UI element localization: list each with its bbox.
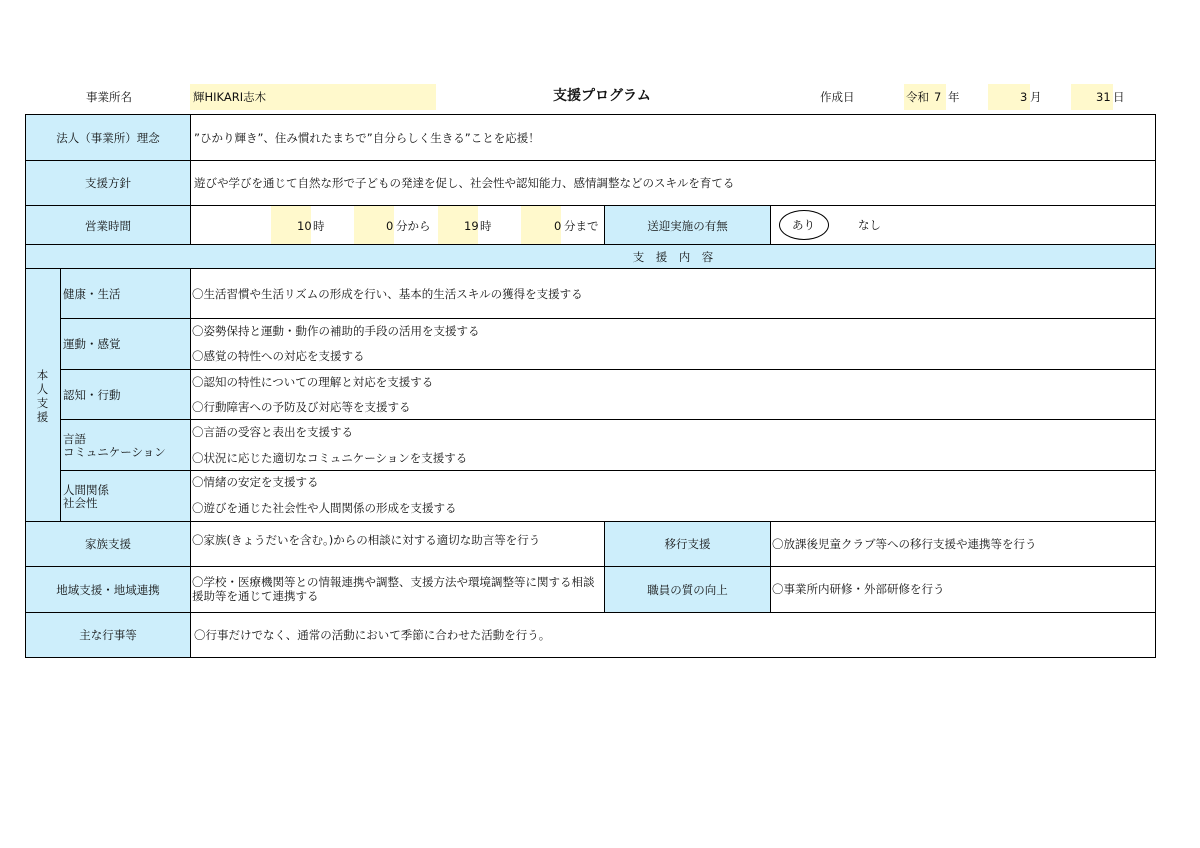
- category-item: 〇言語の受容と表出を支援する: [192, 425, 353, 439]
- page-title: 支援プログラム: [553, 88, 651, 104]
- day-value: 31: [1096, 90, 1111, 104]
- grid-line: [25, 657, 1156, 658]
- grid-line: [60, 268, 61, 521]
- transport-label: 送迎実施の有無: [647, 218, 728, 233]
- grid-line: [25, 566, 1155, 567]
- category-label-communication: コミュニケーション: [63, 445, 166, 459]
- category-item: 〇行動障害への予防及び対応等を支援する: [192, 400, 411, 414]
- events-text: 〇行事だけでなく、通常の活動において季節に合わせた活動を行う。: [194, 628, 551, 642]
- family-text: 〇家族(きょうだいを含む。)からの相談に対する適切な助言等を行う: [192, 533, 541, 547]
- personal-label-char: 支: [36, 396, 49, 410]
- hour-unit: 時: [313, 219, 325, 233]
- events-label: 主な行事等: [79, 628, 137, 642]
- category-label-language: 言語: [63, 432, 86, 446]
- hours-label: 営業時間: [85, 218, 131, 233]
- category-item: 〇情緒の安定を支援する: [192, 475, 319, 489]
- category-item: 〇感覚の特性への対応を支援する: [192, 349, 365, 363]
- category-label-health: 健康・生活: [63, 287, 121, 301]
- year-value: 7: [934, 90, 942, 104]
- category-label-cognition: 認知・行動: [63, 388, 121, 402]
- family-label: 家族支援: [85, 537, 131, 551]
- category-item: 〇生活習慣や生活リズムの形成を行い、基本的生活スキルの獲得を支援する: [192, 287, 583, 301]
- grid-line: [60, 470, 1155, 471]
- created-label: 作成日: [820, 90, 855, 104]
- philosophy-text: ”ひかり輝き”、住み慣れたまちで”自分らしく生きる”ことを応援！: [194, 130, 540, 145]
- day-unit: 日: [1113, 90, 1125, 104]
- to-unit: 分まで: [564, 219, 599, 233]
- office-name: 輝HIKARI志木: [190, 84, 436, 110]
- category-item: 〇遊びを通じた社会性や人間関係の形成を支援する: [192, 501, 457, 515]
- category-item: 〇状況に応じた適切なコミュニケーションを支援する: [192, 451, 468, 465]
- grid-line: [770, 205, 771, 245]
- end-hour: 19: [464, 219, 479, 233]
- personal-label-char: 人: [36, 382, 49, 396]
- category-label-relationships: 人間関係: [63, 483, 109, 497]
- grid-line: [25, 521, 1155, 522]
- grid-line: [60, 419, 1155, 420]
- grid-line: [60, 318, 1155, 319]
- transport-yes: あり: [792, 218, 815, 232]
- staff-text: 〇事業所内研修・外部研修を行う: [772, 582, 945, 596]
- start-hour: 10: [297, 219, 312, 233]
- personal-label-char: 援: [36, 410, 49, 424]
- staff-label: 職員の質の向上: [647, 582, 728, 597]
- category-label-sociality: 社会性: [63, 496, 98, 510]
- month-unit: 月: [1030, 90, 1042, 104]
- transition-text: 〇放課後児童クラブ等への移行支援や連携等を行う: [772, 537, 1037, 551]
- community-text-line: 〇学校・医療機関等との情報連携や調整、支援方法や環境調整等に関する相談: [192, 575, 595, 589]
- personal-support-label: [25, 368, 60, 424]
- transport-no: なし: [858, 218, 881, 232]
- from-unit: 分から: [396, 219, 431, 233]
- personal-label-char: 本: [36, 368, 49, 382]
- grid-line: [60, 369, 1155, 370]
- grid-line: [25, 205, 1155, 206]
- policy-label: 支援方針: [85, 176, 131, 190]
- end-minute: 0: [554, 219, 562, 233]
- philosophy-label: 法人（事業所）理念: [56, 130, 160, 145]
- policy-text: 遊びや学びを通じて自然な形で子どもの発達を促し、社会性や認知能力、感情調整などのスキルを育てる: [194, 176, 735, 190]
- category-item: 〇認知の特性についての理解と対応を支援する: [192, 375, 434, 389]
- grid-line: [770, 521, 771, 612]
- grid-line: [25, 268, 1155, 269]
- office-label: 事業所名: [86, 90, 132, 104]
- grid-line: [1155, 114, 1156, 658]
- year-unit: 年: [948, 90, 960, 104]
- community-text-line: 援助等を通じて連携する: [192, 589, 319, 603]
- start-minute: 0: [386, 219, 394, 233]
- hour-unit-2: 時: [480, 219, 492, 233]
- transition-label: 移行支援: [664, 537, 711, 551]
- support-content-header: 支 援 内 容: [632, 249, 714, 264]
- category-label-motor: 運動・感覚: [63, 337, 121, 351]
- month-value: 3: [1020, 90, 1028, 104]
- community-label: 地域支援・地域連携: [56, 582, 160, 597]
- era: 令和: [906, 90, 929, 104]
- category-item: 〇姿勢保持と運動・動作の補助的手段の活用を支援する: [192, 324, 480, 338]
